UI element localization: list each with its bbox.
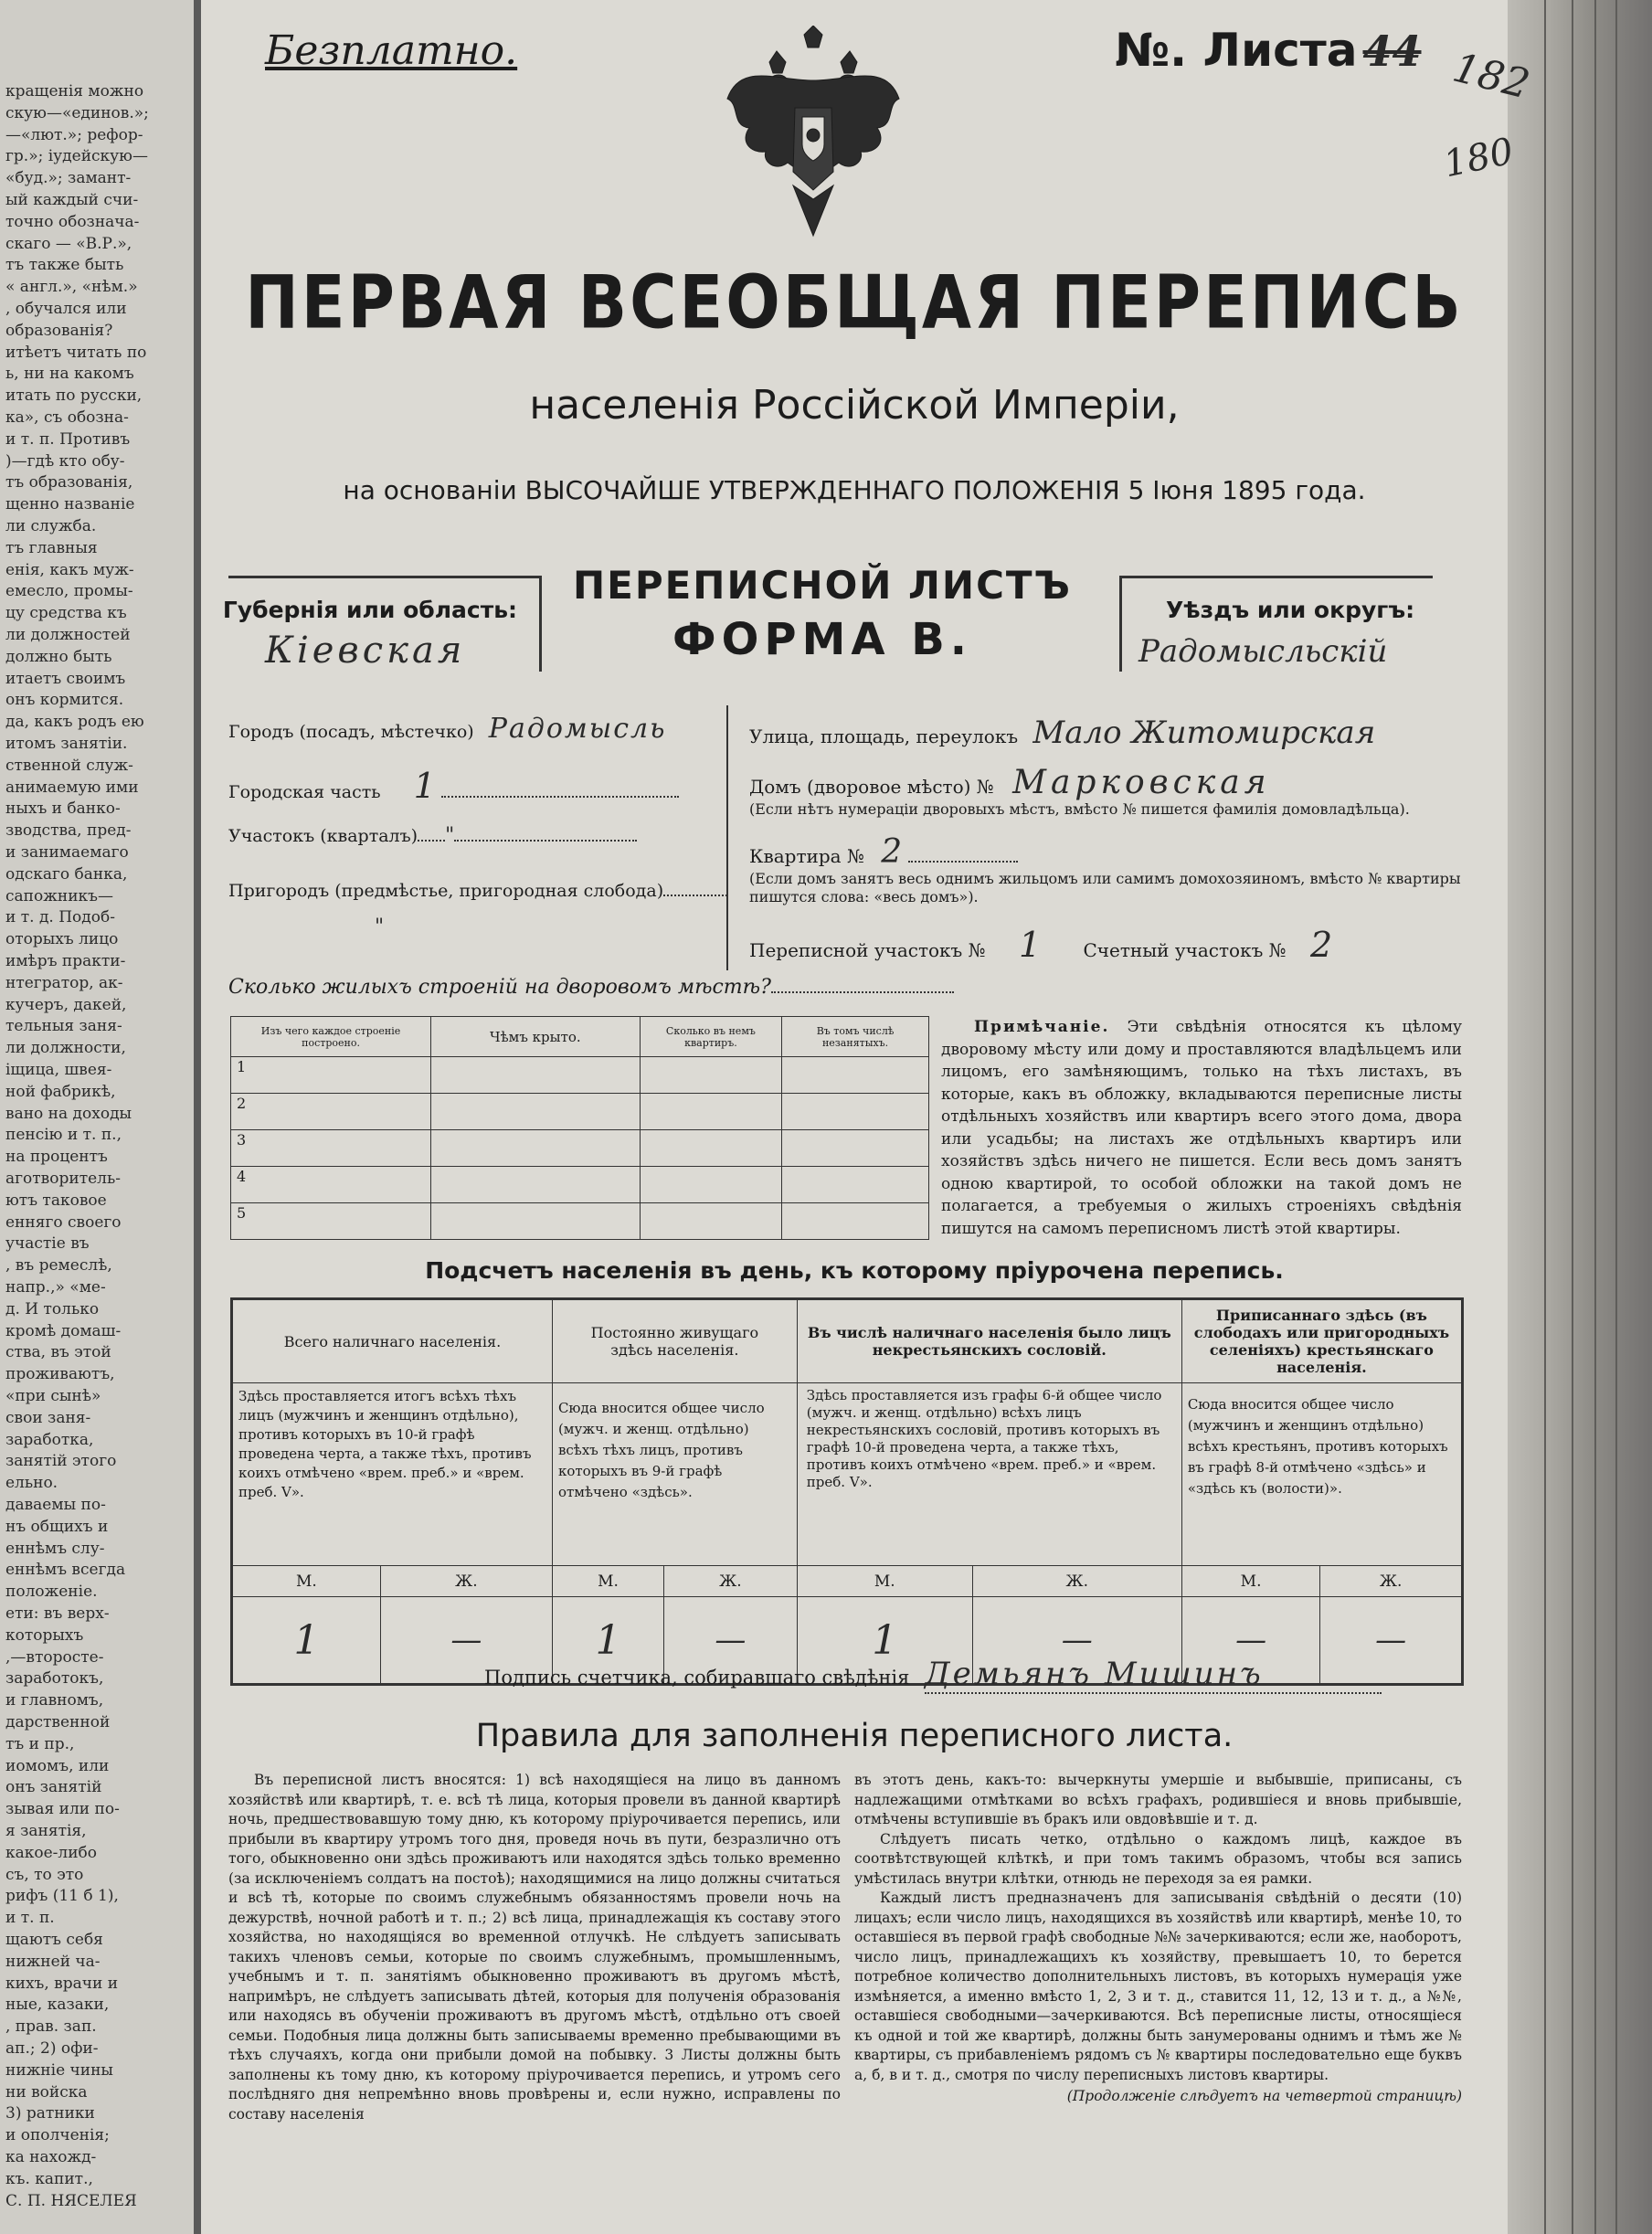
left-page-text-fragment: оторыхъ лицо (5, 930, 119, 949)
left-page-text-fragment: скаго — «В.Р.», (5, 234, 132, 253)
left-page-text-fragment: ка», съ обозна- (5, 408, 129, 427)
count-m-label: М. (797, 1566, 972, 1597)
left-page-text-fragment: онъ занятій (5, 1778, 102, 1797)
left-page-text-fragment: ельно. (5, 1474, 58, 1493)
left-page-text-fragment: цу средства къ (5, 604, 127, 623)
count-title: Подсчетъ населенія въ день, къ которому пріурочена перепись. (425, 1257, 1284, 1284)
house-note: (Если нѣтъ нумераціи дворовыхъ мѣстъ, вмѣсто № пишется фамилія домовладѣльца). (749, 800, 1410, 818)
left-page-text-fragment: іщица, швея- (5, 1061, 112, 1079)
sheet-number (1115, 24, 1422, 77)
left-page-text-fragment: должно быть (5, 647, 112, 666)
count-m-label: М. (552, 1566, 663, 1597)
left-page-text-fragment: еннѣмъ всегда (5, 1561, 126, 1580)
left-page-text-fragment: , въ ремеслѣ, (5, 1256, 112, 1276)
left-page-text-fragment: тъ главныя (5, 538, 98, 557)
left-page-text-fragment: и главномъ, (5, 1691, 104, 1710)
address-right (749, 705, 1462, 979)
left-page-text-fragment: 3) ратники (5, 2104, 95, 2123)
left-page-text-fragment: зывая или по- (5, 1800, 120, 1819)
left-page-text-fragment: ь, ни на какомъ (5, 365, 134, 384)
left-page-text-fragment: , прав. зап. (5, 2017, 97, 2037)
left-page-text-fragment: ли должности, (5, 1039, 126, 1058)
left-page-text-fragment: ли должностей (5, 626, 131, 644)
left-page-text-fragment: образованія? (5, 321, 113, 340)
left-page-text-fragment: ства, въ этой (5, 1343, 111, 1362)
buildings-question-text: Сколько жилыхъ строеній на дворовомъ мѣстѣ? (228, 976, 771, 999)
main-title: ПЕРВАЯ ВСЕОБЩАЯ ПЕРЕПИСЬ (245, 259, 1464, 346)
left-page-text-fragment: и ополченія; (5, 2126, 110, 2145)
census-sheet (201, 0, 1534, 2234)
left-page-text-fragment: ной фабрикѣ, (5, 1082, 116, 1101)
quarter-field (228, 824, 637, 847)
left-page-text-fragment: пенсію и т. п., (5, 1126, 122, 1145)
left-page-text-fragment: зводства, пред- (5, 821, 132, 841)
left-adjacent-page (0, 0, 201, 2234)
left-page-text-fragment: да, какъ родъ ею (5, 713, 144, 732)
buildings-row-number: 4 (231, 1167, 431, 1203)
left-page-text-fragment: , обучался или (5, 300, 127, 318)
left-page-text-fragment: еннѣмъ слу- (5, 1539, 105, 1558)
count-table (230, 1297, 1464, 1686)
buildings-row-number: 2 (231, 1094, 431, 1130)
buildings-question (228, 976, 954, 999)
buildings-table (230, 1016, 929, 1240)
street-field (749, 715, 1375, 751)
rules-col2-para1: въ этотъ день, какъ-то: вычеркнуты умершіе и выбывшіе, приписаны, съ надлежащими отмѣтками во всѣхъ графахъ, родившіеся и вновь прибывшіе, отмѣчены вступившіе въ бракъ или овдовѣвшіе и т. д. (854, 1772, 1462, 1827)
rules-col2-para2: Слѣдуетъ писать четко, отдѣльно о каждомъ лицѣ, каждое въ соотвѣтствующей клѣткѣ, и при томъ такимъ образомъ, чтобы вся запись умѣстилась внутри клѣтки, отнюдь не переходя за ея рамки. (854, 1830, 1462, 1887)
count-non-peasant-m: 1 (797, 1597, 972, 1685)
left-page-text-fragment: итомъ занятіи. (5, 735, 128, 753)
buildings-header-material: Изъ чего каждое строеніе построено. (231, 1017, 431, 1057)
left-page-text-fragment: ные, казаки, (5, 1996, 110, 2015)
count-permanent-f: — (664, 1597, 798, 1685)
gubernia-label: Губернія или область: (222, 597, 517, 623)
street-value: Мало Житомирская (1032, 715, 1376, 751)
rules-column-2 (854, 1771, 1462, 2107)
left-page-text-fragment: имѣръ практи- (5, 952, 126, 970)
left-page-text-fragment: «буд.»; замант- (5, 169, 132, 188)
count-f-label: Ж. (380, 1566, 552, 1597)
right-page-edges (1508, 0, 1652, 2234)
count-peasant-f: — (1320, 1597, 1463, 1685)
city-label: Городъ (посадъ, мѣстечко) (228, 722, 474, 742)
uezd-value: Радомысльскій (1138, 633, 1388, 670)
uezd-label: Уѣздъ или округъ: (1166, 597, 1415, 623)
left-page-text-fragment: я занятія, (5, 1822, 87, 1840)
form-name: ФОРМА В. (672, 614, 973, 665)
city-value: Радомысль (488, 713, 667, 745)
left-page-text-fragment: точно обознача- (5, 212, 140, 231)
left-page-text-fragment: тельныя заня- (5, 1017, 122, 1036)
count-desc-peasant: Сюда вносится общее число (мужчинъ и женщинъ отдѣльно) всѣхъ крестьянъ, противъ которыхъ въ графѣ 8-й отмѣчено «здѣсь» и «здѣсь къ (волости)». (1181, 1383, 1462, 1566)
left-page-text-fragment: ап.; 2) офи- (5, 2039, 99, 2058)
left-page-text-fragment: скую—«единов.»; (5, 103, 149, 122)
left-page-text-fragment: ый каждый счи- (5, 191, 139, 209)
free-label: Безплатно. (265, 27, 518, 74)
left-page-text-fragment: ютъ таковое (5, 1191, 107, 1210)
left-page-text-fragment: енія, какъ муж- (5, 560, 134, 579)
gubernia-box (222, 576, 542, 672)
rules-col2-para3: Каждый листъ предназначенъ для записыванія свѣдѣній о десяти (10) лицахъ; если число лицъ, находящихся въ хозяйствѣ или квартирѣ, менѣе 10, то оставшіеся въ первой графѣ свободные №№ зачеркиваются; если же, наоборотъ, число лицъ, принадлежащихъ къ хозяйству, превышаетъ 10, то берется потребное количество дополнительныхъ листовъ, въ которыхъ нумерація уже измѣняется, а именно вмѣсто 1, 2, 3 и т. д., ставится 11, 12, 13 и т. д., а №№, оставшіеся свободными—зачеркиваются. Всѣ переписные листы, относящіеся къ одной и той же квартирѣ, должны быть занумерованы однимъ и тѣмъ же № квартиры, съ прибавленіемъ рядомъ съ № квартиры последовательно еще буквъ а, б, в и т. д., смотря по числу переписныхъ листовъ квартиры. (854, 1890, 1462, 2083)
count-total-m: 1 (232, 1597, 381, 1685)
left-page-text-fragment: тъ образованія, (5, 473, 133, 492)
address-left (228, 705, 728, 970)
left-page-text-fragment: вано на доходы (5, 1104, 132, 1123)
count-f-label: Ж. (1320, 1566, 1463, 1597)
left-page-text-fragment: ныхъ и банко- (5, 799, 121, 819)
left-page-text-fragment: положеніе. (5, 1583, 98, 1602)
count-total-f: — (380, 1597, 552, 1685)
apartment-label: Квартира № (749, 845, 864, 867)
left-page-text-fragment: на процентъ (5, 1148, 108, 1167)
left-page-text-fragment: тъ и пр., (5, 1734, 75, 1753)
house-label: Домъ (дворовое мѣсто) № (749, 776, 994, 798)
left-page-text-fragment: д. И только (5, 1299, 100, 1318)
sheet-number-value: 44 (1362, 26, 1422, 76)
left-page-text-fragment: )—гдѣ кто обу- (5, 451, 125, 471)
left-page-text-fragment: занятій этого (5, 1452, 117, 1471)
suburb-value: " (375, 916, 385, 938)
count-header-non-peasant: Въ числѣ наличнаго населенія было лицъ некрестьянскихъ сословій. (797, 1299, 1181, 1383)
left-page-text-fragment: кучеръ, дакей, (5, 995, 127, 1014)
margin-number-1: 182 (1448, 44, 1534, 109)
left-page-text-fragment: —«лют.»; рефор- (5, 125, 143, 144)
signature-label: Подпись счетчика, собиравшаго свѣдѣнія (484, 1667, 910, 1689)
left-page-text-fragment: свои заня- (5, 1408, 91, 1427)
note-label: Примѣчаніе. (974, 1018, 1110, 1036)
rules-title: Правила для заполненія переписного листа. (475, 1718, 1234, 1754)
note-text: Эти свѣдѣнія относятся къ цѣлому дворовому мѣсту или дому и проставляются владѣльцемъ или лицомъ, его замѣняющимъ, только на тѣхъ листахъ, въ которые, какъ въ обложку, вкладываются переписные листы отдѣльныхъ хозяйствъ или квартиръ всего этого дома, двора или усадьбы; на листахъ же отдѣльныхъ квартиръ или хозяйствъ здѣсь ничего не пишется. Если весь домъ занятъ одною квартирой, то особой обложки на такой домъ не полагается, а требуемыя о жилыхъ строеніяхъ свѣдѣнія пишутся на самомъ переписномъ листѣ этой квартиры. (941, 1018, 1463, 1238)
left-page-text-fragment: онъ кормится. (5, 691, 124, 710)
left-page-text-fragment: енняго своего (5, 1212, 122, 1232)
form-title: ПЕРЕПИСНОЙ ЛИСТЪ (572, 563, 1073, 608)
left-page-text-fragment: къ. капит., (5, 2169, 93, 2188)
left-page-text-fragment: которыхъ (5, 1625, 84, 1645)
subtitle: населенія Россійской Имперіи, (529, 382, 1180, 429)
count-district-label: Счетный участокъ № (1083, 939, 1287, 961)
count-header-total: Всего наличнаго населенія. (232, 1299, 553, 1383)
left-page-text-fragment: нижніе чины (5, 2060, 113, 2080)
left-page-text-fragment: ни войска (5, 2082, 88, 2102)
left-page-text-fragment: нъ общихъ и (5, 1517, 109, 1536)
count-header-permanent: Постоянно живущаго здѣсь населенія. (552, 1299, 797, 1383)
count-peasant-m: — (1181, 1597, 1320, 1685)
left-page-text-fragment: щенно названіе (5, 495, 135, 514)
census-district-label: Переписной участокъ № (749, 939, 986, 961)
signature-field (484, 1656, 1382, 1694)
quarter-label: Участокъ (кварталъ) (228, 826, 418, 846)
count-desc-total: Здѣсь проставляется итогъ всѣхъ тѣхъ лицъ (мужчинъ и женщинъ отдѣльно), противъ которыхъ въ 10-й графѣ проведена черта, а также тѣхъ, противъ коихъ отмѣчено «врем. преб.» и «врем. преб. V». (232, 1383, 553, 1566)
left-page-text-fragment: нижней ча- (5, 1952, 101, 1971)
count-f-label: Ж. (972, 1566, 1181, 1597)
left-page-text-fragment: ственной служ- (5, 756, 133, 775)
left-page-text-fragment: щаютъ себя (5, 1931, 103, 1949)
left-page-text-fragment: и занимаемаго (5, 843, 129, 862)
left-page-text-fragment: тъ также быть (5, 256, 124, 275)
left-page-text-fragment: нтегратор, ак- (5, 973, 123, 992)
left-page-text-fragment: итѣетъ читать по (5, 343, 147, 362)
left-page-text-fragment: и т. п. Противъ (5, 429, 131, 449)
left-page-text-fragment: проживаютъ, (5, 1365, 115, 1384)
left-page-text-fragment: емесло, промы- (5, 582, 133, 601)
census-district-field (749, 925, 1332, 965)
uezd-box (1119, 576, 1433, 672)
quarter-value: " (445, 824, 455, 847)
count-district-value: 2 (1309, 925, 1333, 965)
count-m-label: М. (232, 1566, 381, 1597)
left-page-text-fragment: ка нахожд- (5, 2148, 97, 2166)
left-page-text-fragment: анимаемую ими (5, 778, 139, 797)
left-page-text-fragment: участіе въ (5, 1234, 90, 1254)
left-page-text-fragment: заработка, (5, 1430, 94, 1449)
rules-continued: (Продолженіе слѣдуетъ на четвертой страницѣ) (1066, 2088, 1462, 2104)
gubernia-value: Кіевская (265, 630, 466, 672)
district-value: 1 (413, 766, 436, 806)
left-page-text-fragment: кращенія можно (5, 82, 144, 101)
left-page-text-fragment: заработокъ, (5, 1669, 104, 1689)
count-non-peasant-f: — (972, 1597, 1181, 1685)
buildings-header-apartments: Сколько въ немъ квартиръ. (640, 1017, 782, 1057)
left-page-text-fragment: дарственной (5, 1713, 111, 1731)
left-page-text-fragment: ли служба. (5, 517, 97, 535)
count-desc-permanent: Сюда вносится общее число (мужч. и женщ. отдѣльно) всѣхъ тѣхъ лицъ, противъ которыхъ въ 9-й графѣ отмѣчено «здѣсь». (552, 1383, 797, 1566)
buildings-header-vacant: Въ томъ числѣ незанятыхъ. (782, 1017, 929, 1057)
imperial-eagle-emblem (722, 26, 905, 245)
district-label: Городская часть (228, 782, 381, 802)
apartment-value: 2 (881, 833, 903, 871)
buildings-row-number: 1 (231, 1057, 431, 1094)
left-page-text-fragment: съ, то это (5, 1865, 84, 1884)
left-page-text-fragment: даваемы по- (5, 1496, 106, 1514)
buildings-note (941, 1016, 1462, 1240)
count-desc-non-peasant: Здѣсь проставляется изъ графы 6-й общее число (мужч. и женщ. отдѣльно) всѣхъ лицъ некрестьянскихъ сословій, противъ которыхъ въ графѣ 10-й проведена черта, а также тѣхъ, противъ коихъ отмѣчено «врем. преб.» и «врем. преб. V». (797, 1383, 1181, 1566)
left-page-text-fragment: и т. д. Подоб- (5, 908, 115, 927)
house-field (749, 764, 1271, 801)
legal-basis: на основаніи ВЫСОЧАЙШЕ УТВЕРЖДЕННАГО ПОЛОЖЕНІЯ 5 Іюня 1895 года. (343, 475, 1366, 505)
left-page-text-fragment: « англ.», «нѣм.» (5, 278, 138, 297)
census-district-value: 1 (1018, 925, 1042, 965)
left-page-text-fragment: напр.,» «ме- (5, 1278, 106, 1297)
rules-column-1: Въ переписной листъ вносятся: 1) всѣ находящіеся на лицо въ данномъ хозяйствѣ или квартирѣ, т. е. всѣ тѣ лица, которыя провели въ данной квартирѣ ночь, предшествовавшую тому дню, къ которому пріурочивается перепись, или прибыли въ квартиру утромъ того дня, проведя ночь въ пути, безразлично отъ того, обыкновенно они здѣсь проживаютъ или находятся здѣсь только временно (за исключеніемъ солдатъ на постоѣ); находящимися на лицо должны считаться и всѣ тѣ, которые по своимъ служебнымъ обязанностямъ провели ночь на дежурствѣ, ночной работѣ и т. п.; 2) всѣ лица, принадлежащія къ составу этого хозяйства, но находящіяся во временной отлучкѣ. Не слѣдуетъ записывать такихъ членовъ семьи, которые по своимъ служебнымъ, промышленнымъ, учебнымъ и т. п. занятіямъ обыкновенно проживаютъ въ другомъ мѣстѣ, напримѣръ, не слѣдуетъ записывать дѣтей, которыя для полученія образованія или находясь въ обученіи проживаютъ въ другомъ мѣстѣ, отдѣльно отъ своей семьи. Подобныя лица должны быть записываемы временно пребывающими въ тѣхъ случаяхъ, когда они прибыли домой на побывку. 3 Листы должны быть заполнены къ тому дню, къ которому пріурочивается перепись, и утромъ сего послѣдняго дня непремѣнно вновь провѣрены и, если нужно, исправлены по составу населенія (228, 1772, 841, 2123)
margin-number-2: 180 (1440, 130, 1518, 186)
count-m-label: М. (1181, 1566, 1320, 1597)
suburb-label: Пригородъ (предмѣстье, пригородная слобода) (228, 881, 664, 901)
left-page-text-fragment: гр.»; іудейскую— (5, 147, 148, 166)
left-page-text-fragment: какое-либо (5, 1843, 98, 1862)
left-page-text-fragment: ети: въ верх- (5, 1604, 110, 1623)
left-page-text-fragment: сапожникъ— (5, 886, 113, 905)
count-permanent-m: 1 (552, 1597, 663, 1685)
sheet-number-label: №. Листа (1115, 24, 1358, 77)
left-page-text-fragment: одскаго банка, (5, 864, 128, 884)
district-field (228, 766, 704, 806)
left-page-text-fragment: аготворитель- (5, 1170, 121, 1188)
buildings-row-number: 5 (231, 1203, 431, 1240)
suburb-field (228, 881, 727, 901)
left-page-text-fragment: С. П. НЯСЕЛЕЯ (5, 2191, 137, 2210)
apartment-note: (Если домъ занятъ весь однимъ жильцомъ или самимъ домохозяиномъ, вмѣсто № квартиры пишутся слова: «весь домъ»). (749, 870, 1461, 905)
buildings-header-roof: Чѣмъ крыто. (431, 1017, 641, 1057)
left-page-text-fragment: итать по русски, (5, 386, 143, 406)
count-f-label: Ж. (664, 1566, 798, 1597)
left-page-text-fragment: ,—второсте- (5, 1647, 104, 1667)
left-page-text-fragment: иомомъ, или (5, 1756, 110, 1775)
buildings-row-number: 3 (231, 1130, 431, 1167)
signature-value: Демьянъ Мишинъ (925, 1656, 1382, 1694)
apartment-field (749, 833, 1018, 871)
left-page-text-fragment: кихъ, врачи и (5, 1974, 119, 1993)
left-page-text-fragment: рифъ (11 б 1), (5, 1887, 119, 1906)
count-header-peasant: Приписаннаго здѣсь (въ слободахъ или пригородныхъ селеніяхъ) крестьянскаго населенія. (1181, 1299, 1462, 1383)
house-value: Марковская (1012, 764, 1271, 801)
left-page-text-fragment: кромѣ домаш- (5, 1321, 122, 1340)
left-page-text-fragment: «при сынѣ» (5, 1387, 101, 1405)
street-label: Улица, площадь, переулокъ (749, 725, 1019, 747)
left-page-text-fragment: итаетъ своимъ (5, 669, 126, 688)
city-field (228, 713, 666, 745)
left-page-text-fragment: и т. п. (5, 1909, 55, 1928)
